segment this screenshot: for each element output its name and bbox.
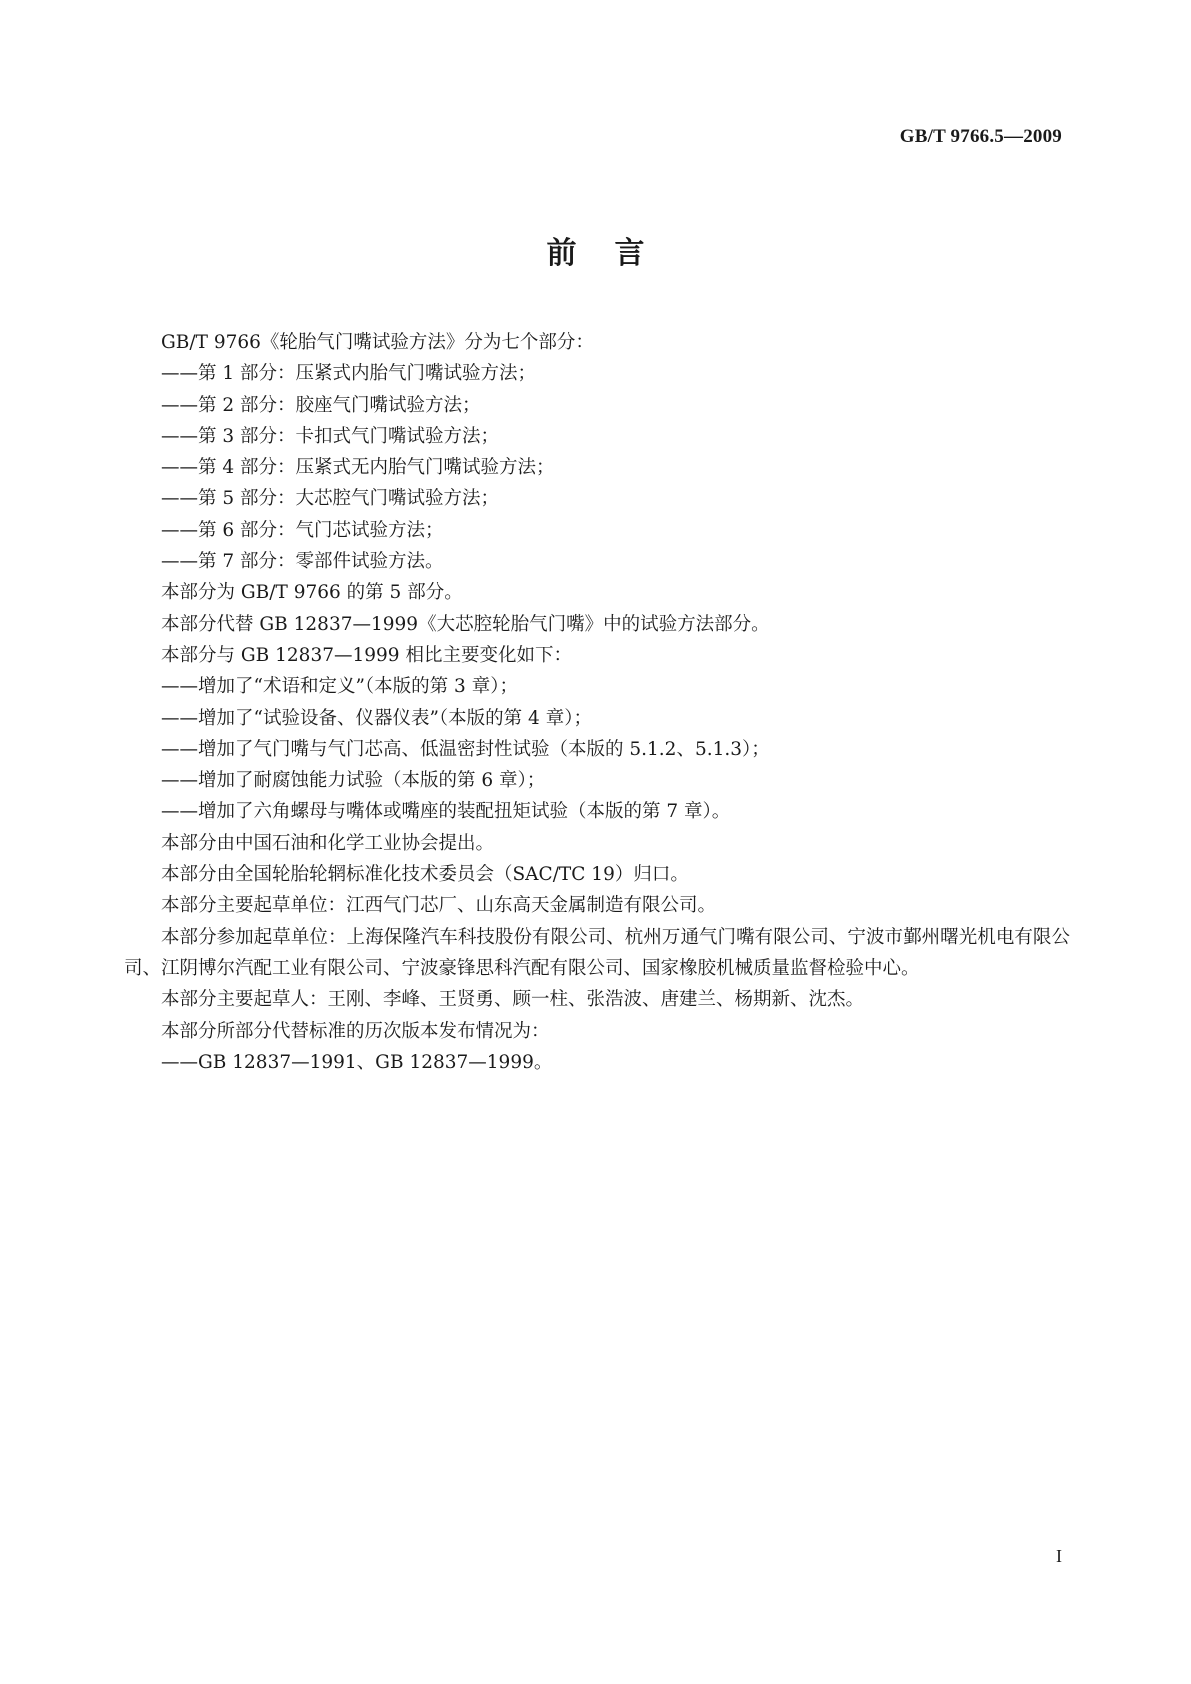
text-line: GB/T 9766《轮胎气门嘴试验方法》分为七个部分： [161,332,594,353]
list-item: ——增加了气门嘴与气门芯高、低温密封性试验（本版的 5.1.2、5.1.3）； [161,738,770,760]
page-title: 前言 [546,236,683,271]
list-item: ——第 2 部分：胶座气门嘴试验方法； [161,394,481,416]
list-item: ——增加了六角螺母与嘴体或嘴座的装配扭矩试验（本版的第 7 章）。 [161,801,731,823]
list-item: ——增加了“术语和定义”（本版的第 3 章）； [161,676,518,698]
list-item: ——第 5 部分：大芯腔气门嘴试验方法； [161,488,500,510]
participants-paragraph: 本部分参加起草单位：上海保隆汽车科技股份有限公司、杭州万通气门嘴有限公司、宁波市鄞州曙光机电有限公司、江阴博尔汽配工业有限公司、宁波豪锋思科汽配有限公司、国家橡胶机械质量监督检验中心。 [124,926,1070,979]
text-line: 本部分所部分代替标准的历次版本发布情况为： [161,1020,550,1042]
list-item: ——第 6 部分：气门芯试验方法； [161,519,444,541]
text-line: 本部分为 GB/T 9766 的第 5 部分。 [161,582,463,604]
list-item: ——增加了“试验设备、仪器仪表”（本版的第 4 章）； [161,707,592,729]
list-item: ——第 1 部分：压紧式内胎气门嘴试验方法； [161,363,537,385]
list-item: ——增加了耐腐蚀能力试验（本版的第 6 章）； [161,770,546,792]
foreword-body [124,327,1070,1078]
list-item: ——第 3 部分：卡扣式气门嘴试验方法； [161,425,500,447]
list-item: ——第 7 部分：零部件试验方法。 [161,551,444,573]
text-line: 本部分由中国石油和化学工业协会提出。 [161,832,495,854]
list-item: ——第 4 部分：压紧式无内胎气门嘴试验方法； [161,457,555,479]
list-item: ——GB 12837—1991、GB 12837—1999。 [161,1051,553,1073]
text-line: 本部分主要起草单位：江西气门芯厂、山东高天金属制造有限公司。 [161,895,717,917]
standard-code: GB/T 9766.5—2009 [899,126,1062,147]
text-line: 本部分与 GB 12837—1999 相比主要变化如下： [161,644,572,666]
text-line: 本部分代替 GB 12837—1999《大芯腔轮胎气门嘴》中的试验方法部分。 [161,613,770,635]
text-line: 本部分主要起草人：王刚、李峰、王贤勇、顾一柱、张浩波、唐建兰、杨期新、沈杰。 [161,989,865,1011]
text-line: 本部分由全国轮胎轮辋标准化技术委员会（SAC/TC 19）归口。 [161,864,689,886]
page-number: I [1056,1546,1062,1566]
